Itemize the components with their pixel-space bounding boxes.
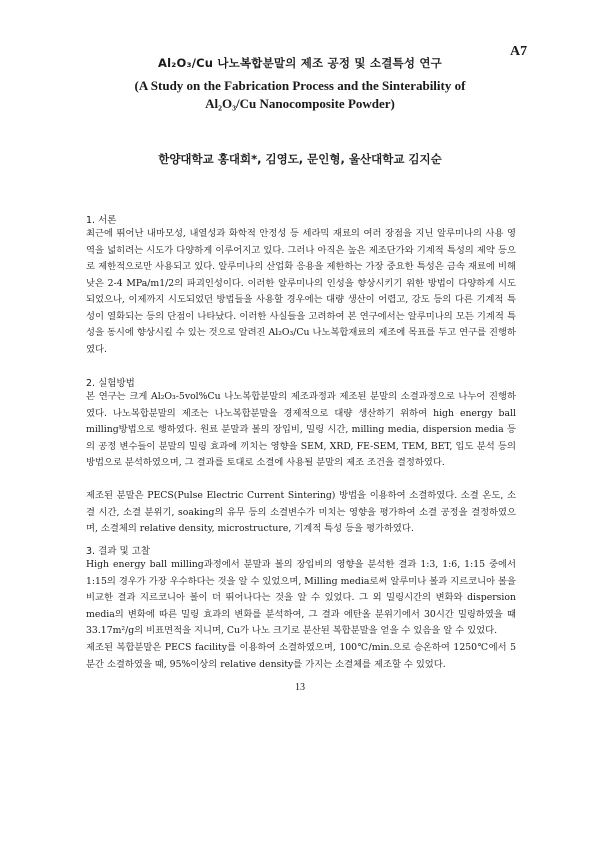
section-heading-methods: 2. 실험방법	[86, 378, 135, 389]
results-paragraph-2: 제조된 복합분말은 PECS facility를 이용하여 소결하였으며, 100℃/min.으로 승온하여 1250℃에서 5분간 소결하였을 때, 95%이상의 relative density를 가지는 소결체를 제조할 수 있었다.	[86, 642, 516, 670]
title-english-line-2: Al₂O₃/Cu Nanocomposite Powder)	[205, 96, 395, 111]
title-english-line-1: (A Study on the Fabrication Process and the Sinterability of	[134, 78, 466, 93]
author-line: 한양대학교 홍대희*, 김영도, 문인형, 울산대학교 김지순	[158, 152, 442, 166]
introduction-paragraph: 최근에 뛰어난 내마모성, 내열성과 화학적 안정성 등 세라믹 재료의 여러 장점을 지닌 알루미나의 사용 영역을 넓히려는 시도가 다양하게 이루어지고 있다. 그러나 아직은 높은 제조단가와 기계적 특성의 제약 등으로 제한적으로만 사용되고 있다. 알루미나의 산업화 응용을 제한하는 가장 중요한 특성은 금속 재료에 비해 낮은 2-4 MPa/m1/2의 파괴인성이다. 이러한 알루미나의 인성을 향상시키기 위한 방법이 다양하게 시도되었으나, 이제까지 시도되었던 방법들을 사용할 경우에는 대량 생산이 어렵고, 강도 등의 다른 기계적 특성이 열화되는 등의 단점이 나타났다. 이러한 사실들을 고려하여 본 연구에서는 알루미나의 모든 기계적 특성을 동시에 향상시킬 수 있는 것으로 알려진 Al₂O₃/Cu 나노복합재료의 제조에 목표를 두고 연구를 진행하였다.	[86, 228, 516, 355]
page-number: 13	[295, 682, 305, 693]
section-heading-introduction: 1. 서론	[86, 215, 117, 226]
title-korean: Al₂O₃/Cu 나노복합분말의 제조 공정 및 소결특성 연구	[158, 56, 442, 70]
section-heading-results: 3. 결과 및 고찰	[86, 546, 151, 557]
methods-paragraph-2: 제조된 분말은 PECS(Pulse Electric Current Sintering) 방법을 이용하여 소결하였다. 소결 온도, 소결 시간, 소결 분위기, soaking의 유무 등의 소결변수가 미치는 영향을 평가하여 소결 공정을 결정하였으며, 소결체의 relative density, microstructure, 기계적 특성 등을 평가하였다.	[86, 490, 516, 534]
results-paragraph-1: High energy ball milling과정에서 분말과 볼의 장입비의 영향을 분석한 결과 1:3, 1:6, 1:15 중에서 1:15의 경우가 가장 우수하다는 것을 알 수 있었으며, Milling media로써 알루미나 볼과 지르코니아 볼을 비교한 결과 지르코니아 볼이 더 뛰어나다는 것을 알 수 있었다. 그 외 밀링시간의 변화와 dispersion media의 변화에 따른 밀링 효과의 변화를 분석하여, 그 결과 에탄올 분위기에서 30시간 밀링하였을 때 33.17m²/g의 비표면적을 지니며, Cu가 나노 크기로 분산된 복합분말을 얻을 수 있음을 알 수 있었다.	[86, 559, 516, 636]
paper-code: A7	[510, 44, 528, 59]
methods-paragraph-1: 본 연구는 크게 Al₂O₃-5vol%Cu 나노복합분말의 제조과정과 제조된 분말의 소결과정으로 나누어 진행하였다. 나노복합분말의 제조는 나노복합분말을 경제적으로 대량 생산하기 위하여 high energy ball milling방법으로 행하였다. 원료 분말과 볼의 장입비, 밀링 시간, milling media, dispersion media 등의 공정 변수들이 분말의 밀링 효과에 끼치는 영향을 SEM, XRD, FE-SEM, TEM, BET, 입도 분석 등의 방법으로 분석하였으며, 그 결과를 토대로 소결에 사용될 분말의 제조 조건을 결정하였다.	[86, 391, 516, 468]
